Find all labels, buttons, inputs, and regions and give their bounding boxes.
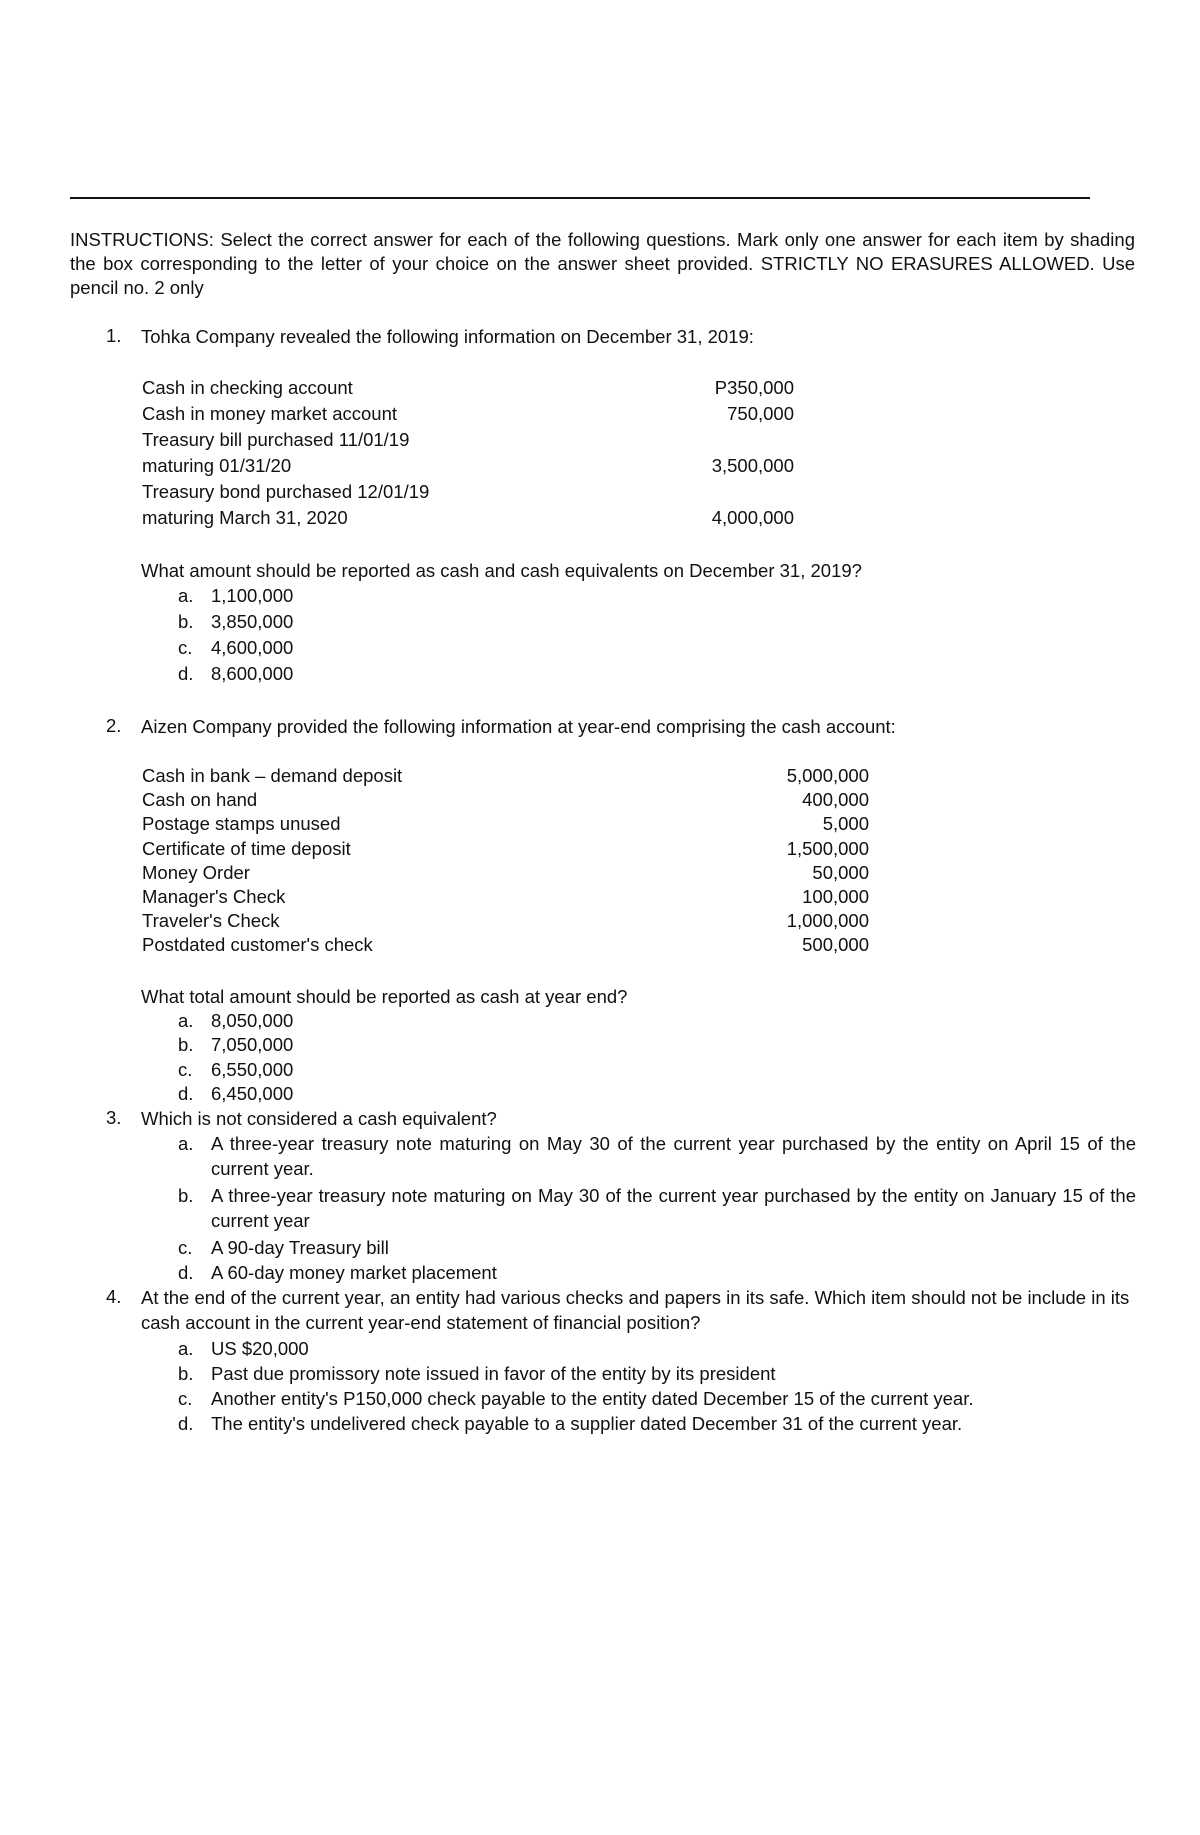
row-value: 400,000 [802,789,869,810]
option-text: 4,600,000 [211,637,294,658]
row-value: 1,500,000 [786,838,869,859]
option-letter: d. [178,1083,194,1104]
row-label: Postage stamps unused [142,813,341,834]
row-label: Cash in checking account [142,377,353,398]
option-letter: c. [178,637,193,658]
row-label: Cash on hand [142,789,258,810]
option-letter: a. [178,1133,194,1154]
option-text: Another entity's P150,000 check payable to the entity dated December 15 of the current year. [211,1388,974,1409]
row-value: 500,000 [802,934,869,955]
option-text: 8,600,000 [211,663,294,684]
option-letter: d. [178,1262,194,1283]
row-value: 100,000 [802,886,869,907]
header-rule [70,197,1090,199]
option-text: A three-year treasury note maturing on May 30 of the current year purchased by the entity on April 15 of the current year. [211,1133,1136,1179]
question-text: What total amount should be reported as cash at year end? [141,986,628,1007]
option-text: A three-year treasury note maturing on May 30 of the current year purchased by the entity on January 15 of the current year [211,1185,1136,1231]
row-value: 5,000,000 [786,765,869,786]
option-text: 6,450,000 [211,1083,294,1104]
option-text: Past due promissory note issued in favor of the entity by its president [211,1363,776,1384]
option-letter: b. [178,1034,194,1055]
option-text: 8,050,000 [211,1010,294,1031]
row-value: 3,500,000 [711,455,794,476]
question-number: 4. [106,1286,122,1307]
row-value: 5,000 [822,813,869,834]
option-letter: c. [178,1388,193,1409]
row-label: Cash in bank – demand deposit [142,765,403,786]
row-label: maturing 01/31/20 [142,455,292,476]
option-text: 3,850,000 [211,611,294,632]
row-label: Manager's Check [142,886,286,907]
option-letter: c. [178,1059,193,1080]
option-letter: a. [178,585,194,606]
row-label: Certificate of time deposit [142,838,351,859]
option-text: A 60-day money market placement [211,1262,497,1283]
option-letter: a. [178,1010,194,1031]
row-label: Postdated customer's check [142,934,373,955]
instructions-text: INSTRUCTIONS: Select the correct answer for each of the following questions. Mark only one answer for each item by shading the box corresponding to the letter of your choice on the answer sheet provided. STRICTLY NO ERASURES ALLOWED. Use pencil no. 2 only [70,229,1135,298]
row-label: Treasury bill purchased 11/01/19 [142,429,410,450]
option-text: A 90-day Treasury bill [211,1237,389,1258]
option-letter: b. [178,1363,194,1384]
row-label: maturing March 31, 2020 [142,507,348,528]
row-value: 4,000,000 [711,507,794,528]
row-label: Treasury bond purchased 12/01/19 [142,481,430,502]
option-text: 6,550,000 [211,1059,294,1080]
question-number: 2. [106,715,122,736]
option-letter: b. [178,611,194,632]
option-text: US $20,000 [211,1338,309,1359]
option-text: The entity's undelivered check payable to a supplier dated December 31 of the current year. [211,1413,963,1434]
row-label: Cash in money market account [142,403,398,424]
option-letter: d. [178,663,194,684]
row-label: Traveler's Check [142,910,280,931]
row-value: 50,000 [812,862,869,883]
option-text: 7,050,000 [211,1034,294,1055]
question-intro: Aizen Company provided the following information at year-end comprising the cash account: [141,716,896,737]
option-letter: d. [178,1413,194,1434]
question-intro: Tohka Company revealed the following information on December 31, 2019: [141,326,754,347]
row-value: 750,000 [727,403,794,424]
question-text: At the end of the current year, an entity had various checks and papers in its safe. Which item should not be include in its cash account in the current year-end statement of financial position? [141,1287,1130,1333]
option-letter: b. [178,1185,194,1206]
question-number: 3. [106,1107,122,1128]
row-value: 1,000,000 [786,910,869,931]
row-label: Money Order [142,862,250,883]
question-number: 1. [106,325,122,346]
option-letter: c. [178,1237,193,1258]
row-value: P350,000 [714,377,794,398]
option-letter: a. [178,1338,194,1359]
option-text: 1,100,000 [211,585,294,606]
question-text: Which is not considered a cash equivalent? [141,1108,497,1129]
question-text: What amount should be reported as cash and cash equivalents on December 31, 2019? [141,560,862,581]
